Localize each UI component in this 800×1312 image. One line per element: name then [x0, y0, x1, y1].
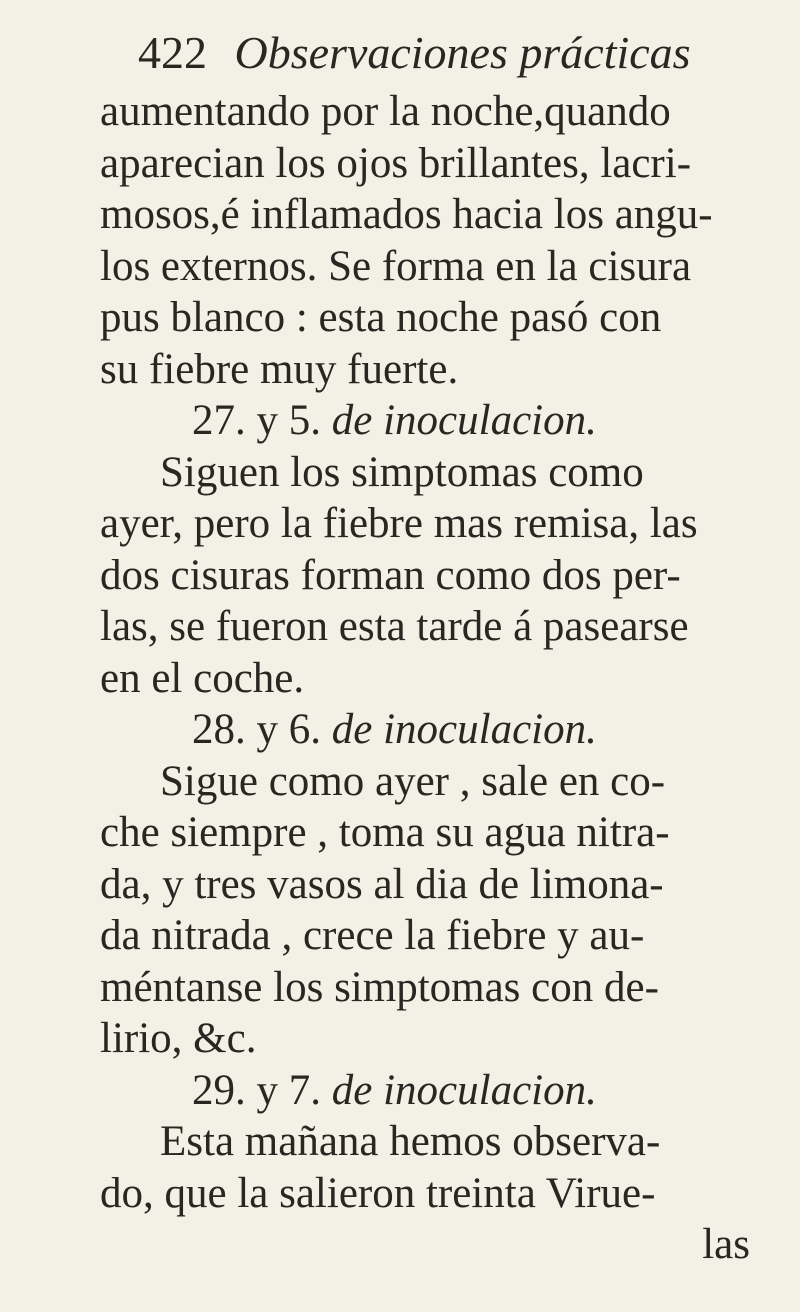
text-line: mosos,é inflamados hacia los angu- [100, 191, 713, 238]
page-body-text [100, 86, 780, 1271]
text-line: ayer, pero la fiebre mas remisa, las [100, 500, 698, 547]
text-line: méntanse los simptomas con de- [100, 963, 659, 1011]
day-entry-label: de inoculacion. [321, 397, 597, 444]
text-line: los externos. Se forma en la cisura [100, 242, 692, 290]
day-entry-heading [100, 704, 780, 756]
text-line: las [702, 1221, 750, 1268]
text-line: do, que la salieron treinta Virue- [100, 1169, 656, 1217]
paragraph-start-line: Siguen los simptomas como [160, 448, 644, 496]
text-line: dos cisuras forman como dos per- [100, 551, 681, 599]
day-entry-heading [100, 1065, 780, 1117]
text-line: las, se fueron esta tarde á pasearse [100, 603, 689, 650]
text-line: da, y tres vasos al dia de limona- [100, 860, 664, 908]
text-line: lirio, &c. [100, 1015, 257, 1062]
day-entry-number: 28. y 6. [192, 706, 321, 753]
text-line: aparecian los ojos brillantes, lacri- [100, 139, 692, 187]
running-header [138, 27, 691, 78]
text-line: en el coche. [100, 654, 305, 702]
text-line: aumentando por la noche,quando [100, 88, 671, 135]
paragraph-start-line: Sigue como ayer , sale en co- [160, 757, 666, 805]
text-line: su fiebre muy fuerte. [100, 345, 459, 393]
day-entry-heading [100, 395, 780, 447]
text-line: che siempre , toma su agua nitra- [100, 809, 670, 856]
text-line: da nitrada , crece la fiebre y au- [100, 912, 645, 959]
page-number: 422 [138, 27, 207, 78]
text-line: pus blanco : esta noche pasó con [100, 294, 662, 341]
day-entry-label: de inoculacion. [321, 1066, 597, 1114]
day-entry-number: 29. y 7. [192, 1066, 321, 1114]
day-entry-number: 27. y 5. [192, 397, 321, 444]
day-entry-label: de inoculacion. [321, 706, 597, 753]
running-title: Observaciones prácticas [234, 27, 691, 78]
paragraph-start-line: Esta mañana hemos observa- [160, 1118, 661, 1165]
